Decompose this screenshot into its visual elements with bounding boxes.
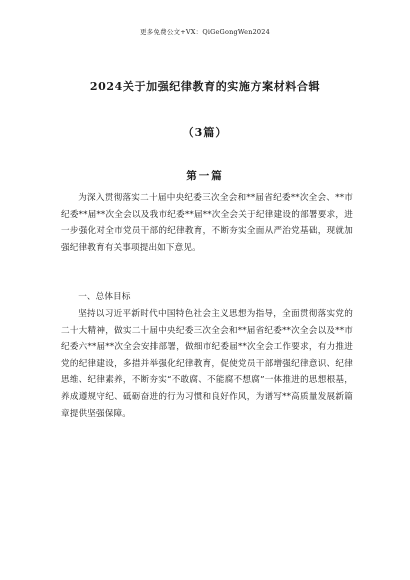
header-note: 更多免费公文+VX：QiGeGongWen2024 bbox=[140, 28, 270, 36]
paragraph-2: 坚持以习近平新时代中国特色社会主义思想为指导，全面贯彻落实党的二十大精神，做实二十届中央纪委三次全会和**届省纪委**次全会以及**市纪委六**届**次全会安排部署，做细市纪委届**次全会工作要求，有力推进党的纪律建设，多措并举强化纪律教育，促使党员干部增强纪律意识、纪律思维、纪律素养，不断夯实“不敢腐、不能腐不想腐”一体推进的思想根基，养成遵规守纪、砥砺奋进的行为习惯和良好作风，为谱写**高质量发展新篇章提供坚强保障。 bbox=[61, 309, 353, 419]
section-heading: 第一篇 bbox=[186, 170, 224, 182]
paragraph-1: 为深入贯彻落实二十届中央纪委三次全会和**届省纪委**次全会、**市纪委**届**次全会以及我市纪委**届**次全会关于纪律建设的部署要求，进一步强化对全市党员干部的纪律教育，不断夯实全面从严治党基础，现就加强纪律教育有关事项提出如下意见。 bbox=[61, 193, 353, 253]
document-title: 2024关于加强纪律教育的实施方案材料合辑 bbox=[89, 80, 321, 93]
document-count: （3篇） bbox=[182, 126, 228, 139]
subheading-overall-goal: 一、总体目标 bbox=[78, 292, 131, 302]
